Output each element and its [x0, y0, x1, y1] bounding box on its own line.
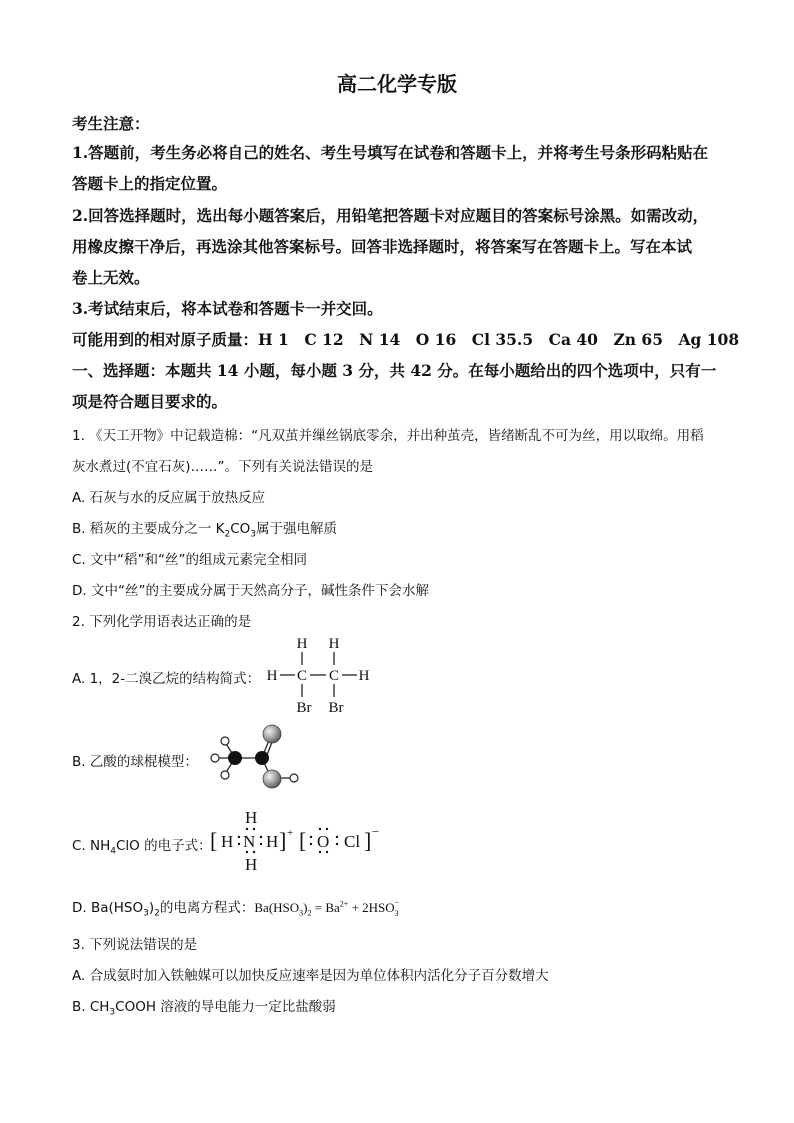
svg-text:[: [	[210, 828, 218, 853]
ef-atom-cl: Cl	[344, 832, 361, 851]
ef-atom-h-top: H	[245, 808, 258, 827]
atom-h-right: H	[358, 668, 370, 684]
ef-charge-plus: +	[287, 827, 294, 839]
svg-text:]: ]	[364, 828, 372, 853]
atom-c-2: C	[328, 668, 340, 684]
notice-item-1-line-2: 答题卡上的指定位置。	[72, 174, 228, 193]
q2-option-b-label: B. 乙酸的球棍模型：	[72, 754, 198, 770]
q1-option-c: C. 文中“稻”和“丝”的组成元素完全相同	[72, 552, 307, 568]
svg-text:]: ]	[279, 828, 287, 853]
notice-item-1-line-1: 1.答题前，考生务必将自己的姓名、考生号填写在试卷和答题卡上，并将考生号条形码粘贴在	[72, 143, 709, 162]
q3-stem: 3. 下列说法错误的是	[72, 937, 198, 953]
q2-option-d: D. $Ba(HSO_3)_2$的电离方程式：$Ba(HSO_3)_2 = Ba^{2+} + 2HSO$ − 3	[72, 896, 402, 919]
ef-atom-o: O	[317, 832, 330, 851]
q1-option-a: A. 石灰与水的反应属于放热反应	[72, 490, 266, 506]
section-1-line-1: 一、选择题：本题共 14 小题，每小题 3 分，共 42 分。在每小题给出的四个选项中，只有一	[72, 361, 717, 380]
q1-option-d: D. 文中“丝”的主要成分属于天然高分子，碱性条件下会水解	[72, 583, 429, 599]
q3-option-a: A. 合成氨时加入铁触媒可以加快反应速率是因为单位体积内活化分子百分数增大	[72, 968, 549, 984]
nh4clo-electron-formula	[210, 806, 390, 878]
atomic-masses: 可能用到的相对原子质量：H 1 C 12 N 14 O 16 Cl 35.5 Ca 40 Zn 65 Ag 108	[72, 330, 740, 349]
section-1-line-2: 项是符合题目要求的。	[72, 392, 228, 411]
q2-option-a-label: A. 1，2-二溴乙烷的结构简式：	[72, 671, 261, 687]
ef-charge-minus: −	[372, 824, 380, 839]
atom-h-top-right: H	[328, 636, 340, 652]
ef-atom-h-bottom: H	[245, 855, 258, 874]
notice-item-2-line-3: 卷上无效。	[72, 268, 150, 287]
svg-text:[: [	[299, 828, 307, 853]
atom-h-top-left: H	[296, 636, 308, 652]
q2-stem: 2. 下列化学用语表达正确的是	[72, 614, 252, 630]
acetic-acid-ball-stick-model	[205, 722, 305, 792]
q1-stem-line-1: 1. 《天工开物》中记载造棉：“凡双茧并缫丝锅底零余，并出种茧壳，皆绪断乱不可为丝，用以取绵。用稻	[72, 428, 704, 444]
q1-stem-line-2: 灰水煮过(不宜石灰)……”。下列有关说法错误的是	[72, 459, 374, 475]
atom-h-left: H	[266, 668, 278, 684]
atom-br-2: Br	[328, 700, 344, 716]
page-title: 高二化学专版	[337, 72, 457, 96]
ionization-equation: $Ba(HSO_3)_2 = Ba^{2+} + 2HSO$ − 3	[254, 898, 400, 919]
ef-atom-h-left: H	[221, 832, 234, 851]
atom-c-1: C	[296, 668, 308, 684]
atom-br-1: Br	[296, 700, 312, 716]
ef-atom-n: N	[243, 832, 256, 851]
notice-item-2-line-1: 2.回答选择题时，选出每小题答案后，用铅笔把答题卡对应题目的答案标号涂黑。如需改动，	[72, 206, 709, 225]
notice-heading: 考生注意：	[72, 114, 150, 133]
q3-option-b: B. $CH_3COOH$ 溶液的导电能力一定比盐酸弱	[72, 999, 336, 1018]
dibromoethane-structure	[258, 632, 378, 716]
q2-option-c-label: C. $NH_4ClO$ 的电子式：	[72, 838, 212, 857]
notice-item-2-line-2: 用橡皮擦干净后，再选涂其他答案标号。回答非选择题时，将答案写在答题卡上。写在本试	[72, 237, 693, 256]
ef-atom-h-right: H	[266, 832, 279, 851]
q1-option-b: B. 稻灰的主要成分之一 $K_2CO_3$属于强电解质	[72, 521, 338, 540]
notice-item-3: 3.考试结束后，将本试卷和答题卡一并交回。	[72, 299, 383, 318]
